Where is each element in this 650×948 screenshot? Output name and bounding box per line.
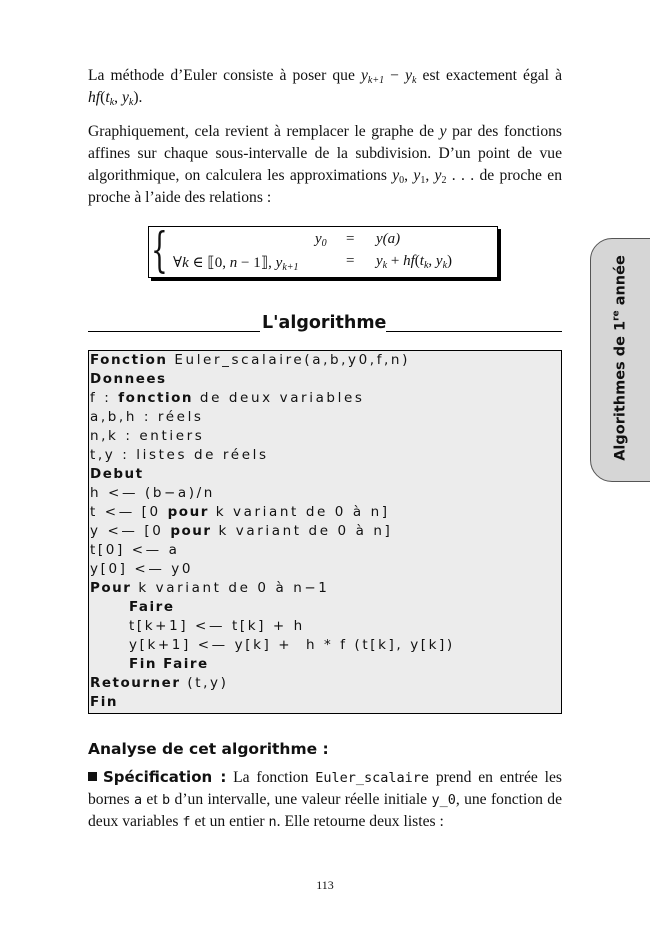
bullet-square-icon [88,772,97,781]
code-line: Faire [129,599,175,615]
code-line: y[0] <— y0 [90,561,194,577]
section-rule-left [88,331,260,332]
paragraph-euler-method: La méthode d’Euler consiste à poser que $y_{k+1} - y_k$ est exactement égal à $hf(t_k$, $y_k$). [88,67,563,108]
code-line: f : fonction de deux variables [90,390,365,406]
system-row2-eq: = [346,253,355,269]
code-line: t[0] <— a [90,542,180,558]
specification-paragraph: Spécification : La fonction Euler_scalaire prend en entrée les bornes a et b d’un intervalle, une valeur réelle initiale y_0, une fonction de deux variables f et un entier n. Elle retourne deux listes : [88,768,562,830]
code-line: Fonction Euler_scalaire(a,b,y0,f,n) [90,352,410,368]
code-line: Fin [90,694,118,710]
system-row2-right: $y_k + hf(t_k$, $y_k$) [376,253,453,271]
code-line: n,k : entiers [90,428,205,444]
code-line: t[k+1] <— t[k] + h [129,618,305,634]
paragraph-graphical-interpretation: Graphiquement, cela revient à remplacer le graphe de y par des fonctions affines sur chaque sous-intervalle de la subdivision. D’un point de vue algorithmique, on calculera les approximations $y_0$, $y_1$, $y_2$ . . . de proche en proche à l’aide des relations : [88,123,563,206]
code-line: y <— [0 pour k variant de 0 à n] [90,523,393,539]
recurrence-system-box [148,222,498,278]
code-line: Fin Faire [129,656,209,672]
code-line: a,b,h : réels [90,409,204,425]
code-line: Debut [90,466,144,482]
code-line: Pour k variant de 0 à n−1 [90,580,330,596]
chapter-side-tab-label: Algorithmes de 1re année [611,255,629,461]
page-number: 113 [316,878,334,892]
algorithm-code-listing [88,350,562,714]
code-line: t <— [0 pour k variant de 0 à n] [90,504,390,520]
section-rule-right [386,331,562,332]
code-line: h <— (b−a)/n [90,485,215,501]
system-row1-right: y(a) [376,231,401,247]
code-line: Retourner (t,y) [90,675,229,691]
system-row1-eq: = [346,231,355,247]
analysis-heading: Analyse de cet algorithme : [88,740,329,758]
left-brace: { [151,222,168,278]
code-line: t,y : listes de réels [90,447,269,463]
system-row2-left: ∀k ∈ ⟦0, n − 1⟧, $y_{k+1}$ [173,255,299,273]
system-row1-left: $y_0$ [315,231,327,249]
section-title: L'algorithme [262,313,387,333]
code-line: y[k+1] <— y[k] + h * f (t[k], y[k]) [129,637,455,653]
code-line: Donnees [90,371,167,387]
